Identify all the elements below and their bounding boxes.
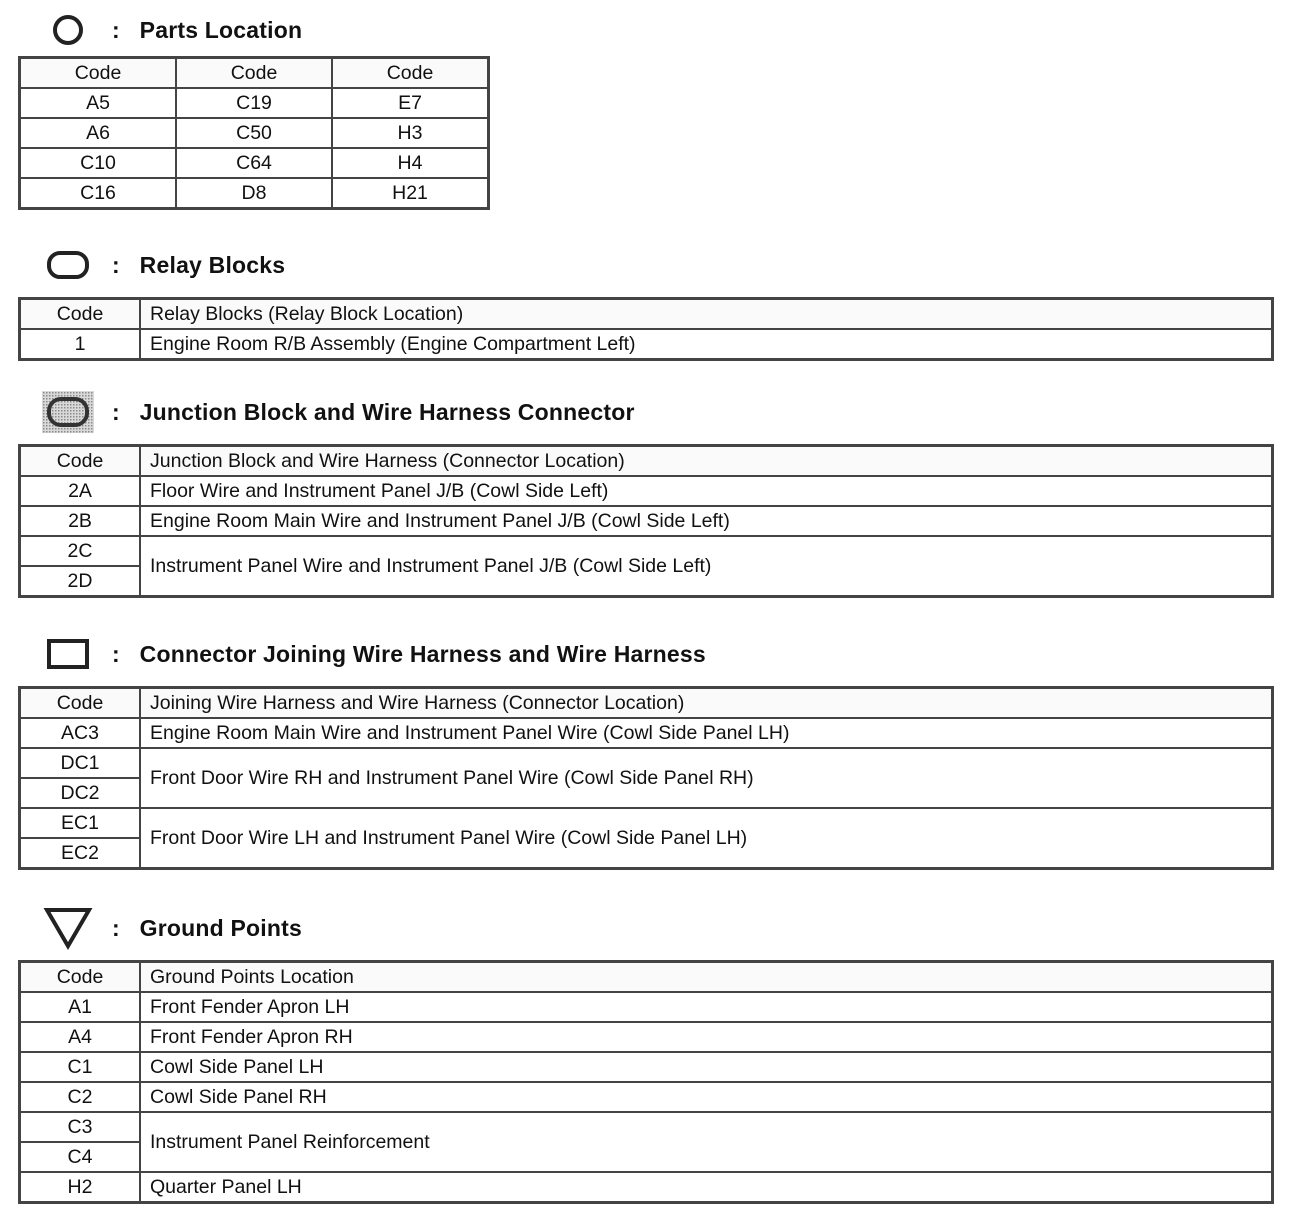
shaded-rounded-rect-icon <box>38 389 98 435</box>
part-code: C64 <box>176 148 332 178</box>
connector-code: EC2 <box>20 838 141 869</box>
connector-joining-heading <box>38 631 706 677</box>
table-row <box>20 1052 1273 1082</box>
connector-joining-title: Connector Joining Wire Harness and Wire Harness <box>139 640 706 667</box>
connector-location: Front Door Wire LH and Instrument Panel Wire (Cowl Side Panel LH) <box>140 808 1273 869</box>
table-row <box>20 1082 1273 1112</box>
junction-location: Floor Wire and Instrument Panel J/B (Cowl Side Left) <box>140 476 1273 506</box>
relay-blocks-table <box>18 297 1274 361</box>
table-row <box>20 1022 1273 1052</box>
ground-code: C3 <box>20 1112 141 1142</box>
ground-location: Front Fender Apron RH <box>140 1022 1273 1052</box>
table-row <box>20 748 1273 778</box>
ground-code: C2 <box>20 1082 141 1112</box>
ground-code: C1 <box>20 1052 141 1082</box>
junction-block-title: Junction Block and Wire Harness Connector <box>139 398 635 425</box>
ground-points-table <box>18 960 1274 1204</box>
column-header-location: Joining Wire Harness and Wire Harness (Connector Location) <box>140 688 1273 719</box>
connector-code: EC1 <box>20 808 141 838</box>
part-code: C50 <box>176 118 332 148</box>
table-row <box>20 148 489 178</box>
ground-location: Instrument Panel Reinforcement <box>140 1112 1273 1172</box>
part-code: H3 <box>332 118 489 148</box>
column-header-code: Code <box>20 58 177 89</box>
junction-code: 2A <box>20 476 141 506</box>
relay-code: 1 <box>20 329 141 360</box>
table-row <box>20 506 1273 536</box>
rounded-rect-outline-icon <box>38 242 98 288</box>
junction-code: 2D <box>20 566 141 597</box>
column-header-location: Junction Block and Wire Harness (Connector Location) <box>140 446 1273 477</box>
part-code: H4 <box>332 148 489 178</box>
junction-code: 2B <box>20 506 141 536</box>
part-code: A5 <box>20 88 177 118</box>
heading-colon: : <box>112 16 120 43</box>
table-header-row <box>20 299 1273 330</box>
part-code: C16 <box>20 178 177 209</box>
table-row <box>20 1172 1273 1203</box>
ground-code: A1 <box>20 992 141 1022</box>
table-row <box>20 476 1273 506</box>
column-header-code: Code <box>20 446 141 477</box>
junction-location: Engine Room Main Wire and Instrument Panel J/B (Cowl Side Left) <box>140 506 1273 536</box>
part-code: E7 <box>332 88 489 118</box>
part-code: D8 <box>176 178 332 209</box>
ground-location: Cowl Side Panel RH <box>140 1082 1273 1112</box>
connector-joining-table <box>18 686 1274 870</box>
heading-colon: : <box>112 398 120 425</box>
ground-code: A4 <box>20 1022 141 1052</box>
parts-location-table <box>18 56 490 210</box>
junction-location: Instrument Panel Wire and Instrument Panel J/B (Cowl Side Left) <box>140 536 1273 597</box>
ground-location: Front Fender Apron LH <box>140 992 1273 1022</box>
heading-colon: : <box>112 914 120 941</box>
column-header-location: Ground Points Location <box>140 962 1273 993</box>
column-header-code: Code <box>176 58 332 89</box>
table-row <box>20 718 1273 748</box>
relay-blocks-title: Relay Blocks <box>139 251 286 278</box>
parts-location-title: Parts Location <box>139 16 303 43</box>
ground-code: H2 <box>20 1172 141 1203</box>
table-row <box>20 992 1273 1022</box>
column-header-code: Code <box>20 299 141 330</box>
part-code: A6 <box>20 118 177 148</box>
square-outline-icon <box>38 631 98 677</box>
connector-code: DC1 <box>20 748 141 778</box>
ground-code: C4 <box>20 1142 141 1172</box>
table-header-row <box>20 688 1273 719</box>
ground-points-title: Ground Points <box>139 914 302 941</box>
junction-code: 2C <box>20 536 141 566</box>
part-code: C10 <box>20 148 177 178</box>
junction-block-heading <box>38 389 635 435</box>
heading-colon: : <box>112 251 120 278</box>
relay-blocks-heading <box>38 242 285 288</box>
relay-location: Engine Room R/B Assembly (Engine Compartment Left) <box>140 329 1273 360</box>
parts-location-heading <box>38 7 302 53</box>
table-row <box>20 118 489 148</box>
ground-location: Cowl Side Panel LH <box>140 1052 1273 1082</box>
table-row <box>20 1112 1273 1142</box>
table-row <box>20 329 1273 360</box>
table-header-row <box>20 962 1273 993</box>
column-header-code: Code <box>332 58 489 89</box>
table-row <box>20 536 1273 566</box>
junction-block-table <box>18 444 1274 598</box>
column-header-code: Code <box>20 688 141 719</box>
connector-location: Engine Room Main Wire and Instrument Panel Wire (Cowl Side Panel LH) <box>140 718 1273 748</box>
ground-location: Quarter Panel LH <box>140 1172 1273 1203</box>
part-code: C19 <box>176 88 332 118</box>
connector-code: DC2 <box>20 778 141 808</box>
column-header-code: Code <box>20 962 141 993</box>
heading-colon: : <box>112 640 120 667</box>
table-header-row <box>20 58 489 89</box>
circle-outline-icon <box>38 7 98 53</box>
table-row <box>20 178 489 209</box>
triangle-down-outline-icon <box>38 905 98 951</box>
connector-code: AC3 <box>20 718 141 748</box>
connector-location: Front Door Wire RH and Instrument Panel Wire (Cowl Side Panel RH) <box>140 748 1273 808</box>
column-header-location: Relay Blocks (Relay Block Location) <box>140 299 1273 330</box>
ground-points-heading <box>38 905 302 951</box>
table-row <box>20 88 489 118</box>
table-header-row <box>20 446 1273 477</box>
part-code: H21 <box>332 178 489 209</box>
table-row <box>20 808 1273 838</box>
